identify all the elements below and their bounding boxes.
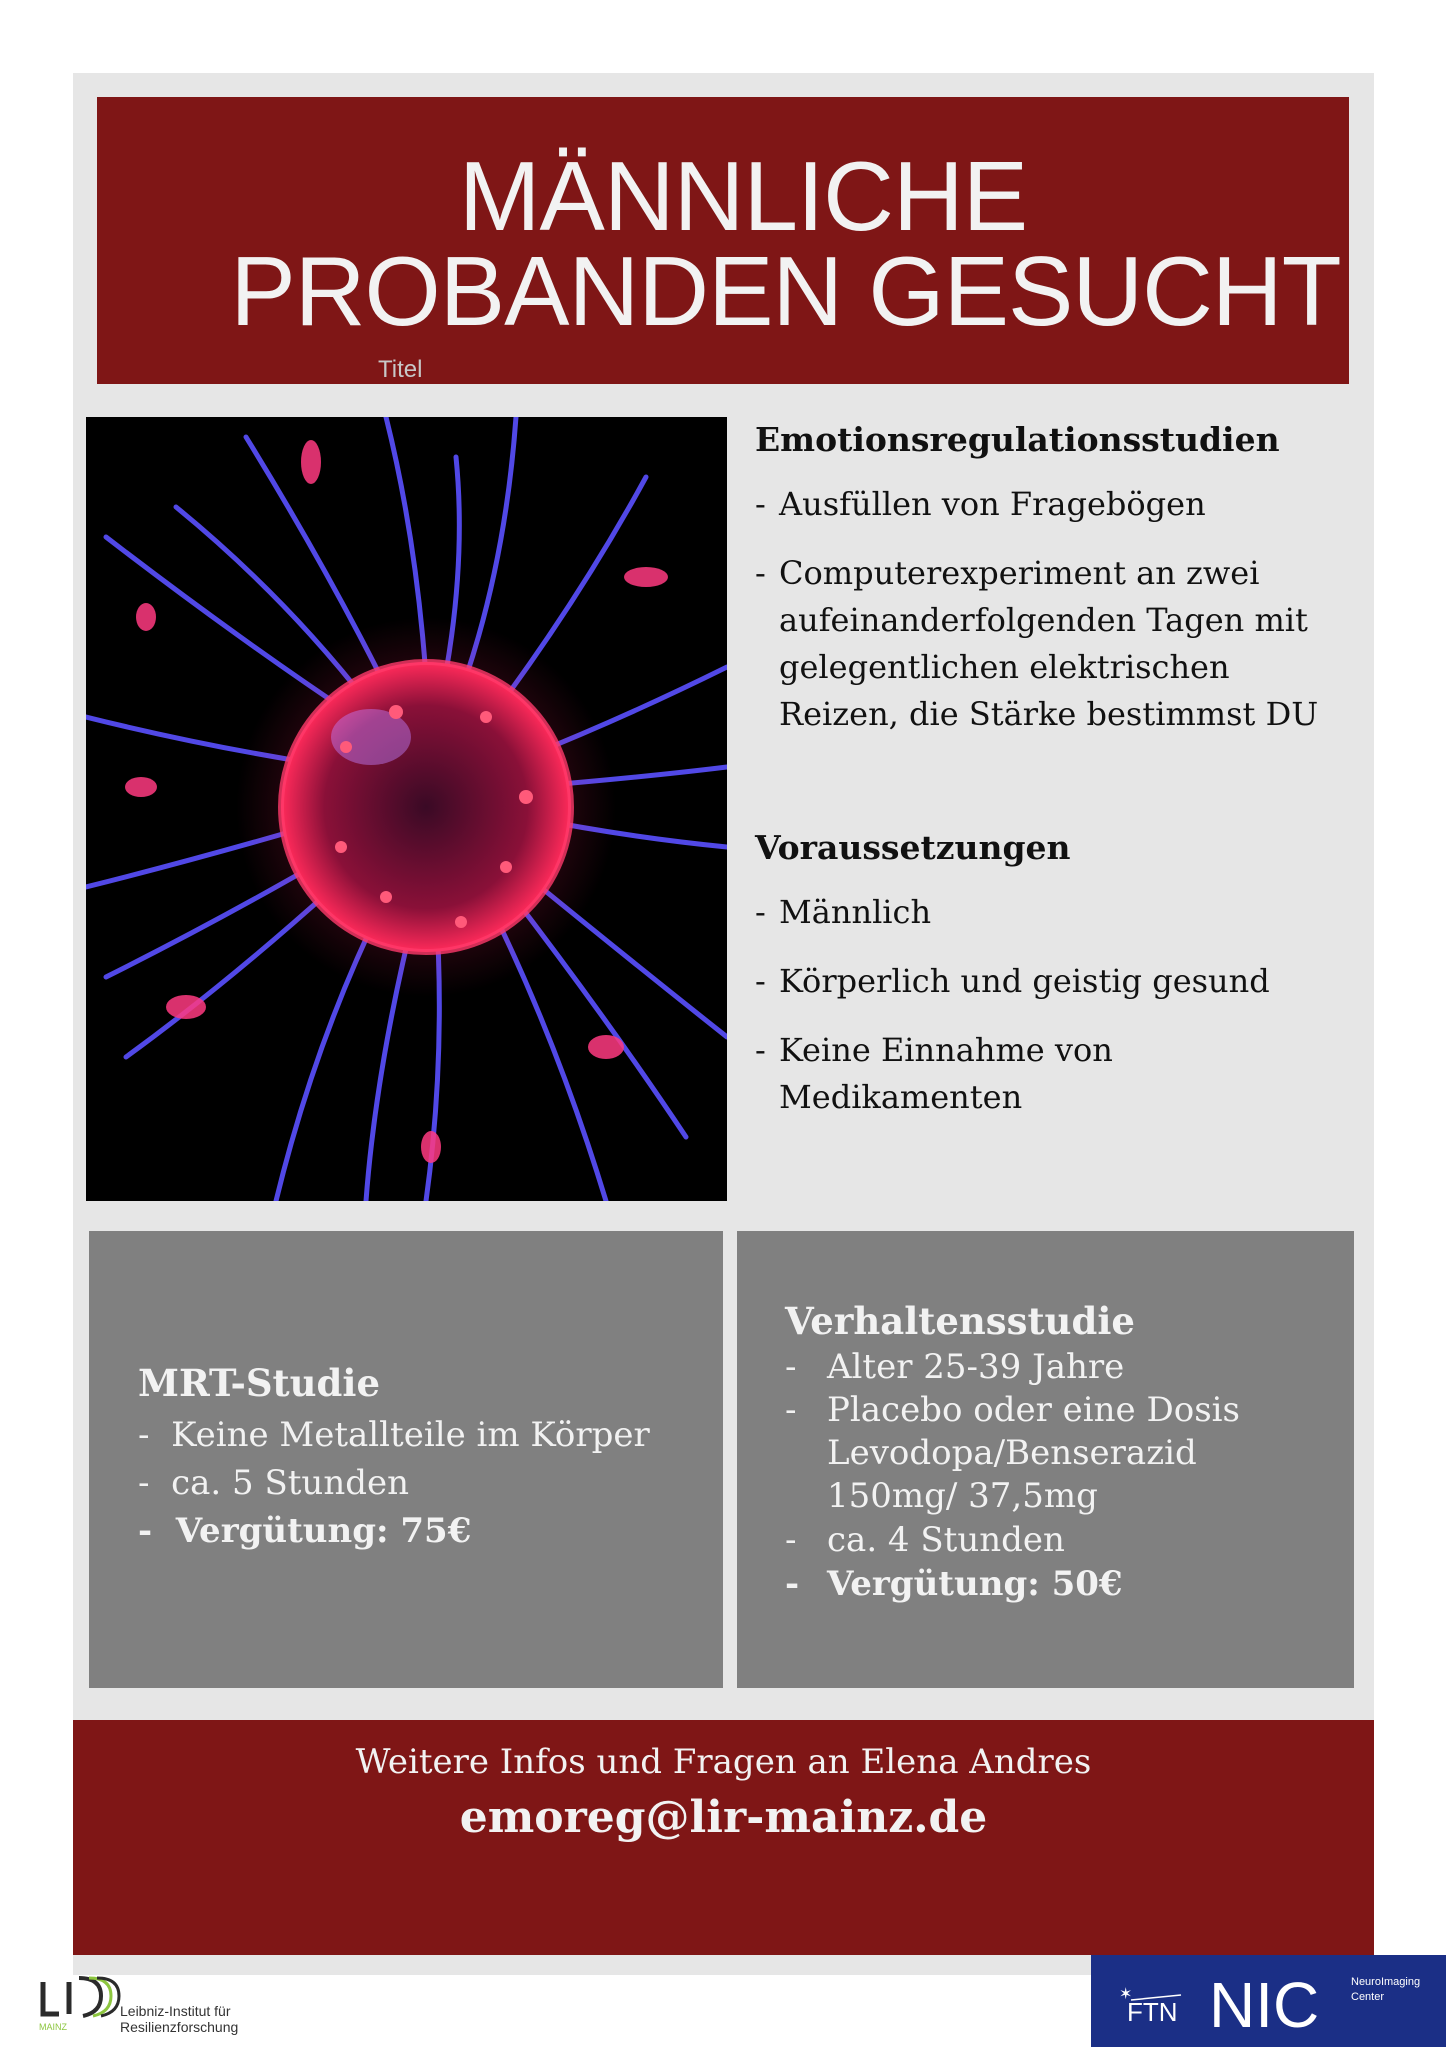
svg-text:NIC: NIC bbox=[1209, 1969, 1320, 2041]
mri-study-heading: MRT-Studie bbox=[138, 1361, 380, 1405]
list-item: - Männlich bbox=[755, 893, 932, 931]
mri-payment: - Vergütung: 75€ bbox=[138, 1511, 472, 1551]
nic-logo bbox=[1091, 1955, 1446, 2047]
svg-text:Center: Center bbox=[1351, 1991, 1385, 2003]
lir-name-line-1: Leibniz-Institut für bbox=[120, 2003, 231, 2019]
list-item: - Placebo oder eine Dosis Levodopa/Benserazid 150mg/ 37,5mg bbox=[785, 1390, 1240, 1516]
list-item: - Körperlich und geistig gesund bbox=[755, 962, 1270, 1000]
study-heading: Emotionsregulationsstudien bbox=[755, 420, 1280, 459]
title-line-2: PROBANDEN GESUCHT bbox=[230, 236, 1341, 346]
requirements-heading: Voraussetzungen bbox=[755, 828, 1071, 867]
list-item: - Ausfüllen von Fragebögen bbox=[755, 485, 1206, 523]
title-line-1: MÄNNLICHE bbox=[458, 141, 1028, 251]
behavior-study-heading: Verhaltensstudie bbox=[785, 1299, 1135, 1343]
contact-banner bbox=[73, 1720, 1374, 1955]
behavior-payment: - Vergütung: 50€ bbox=[785, 1564, 1123, 1604]
study-info-column bbox=[755, 420, 1355, 1121]
svg-text:✶: ✶ bbox=[1119, 1984, 1133, 2003]
contact-email[interactable]: emoreg@lir-mainz.de bbox=[459, 1792, 988, 1843]
contact-line: Weitere Infos und Fragen an Elena Andres bbox=[355, 1742, 1092, 1782]
behavior-study-box bbox=[737, 1231, 1354, 1688]
lir-name-line-2: Resilienzforschung bbox=[120, 2019, 239, 2035]
svg-text:MAINZ: MAINZ bbox=[39, 2022, 67, 2032]
nic-logo-icon bbox=[1091, 1955, 1446, 2047]
list-item: - Computerexperiment an zwei aufeinanderfolgenden Tagen mit gelegentlichen elektrischen Reizen, die Stärke bestimmst DU bbox=[755, 554, 1319, 733]
plasma-ball-image bbox=[86, 417, 727, 1201]
list-item: - ca. 5 Stunden bbox=[138, 1463, 410, 1503]
list-item: - Keine Einnahme von Medikamenten bbox=[755, 1031, 1113, 1116]
list-item: - ca. 4 Stunden bbox=[785, 1520, 1065, 1560]
list-item: - Alter 25-39 Jahre bbox=[785, 1347, 1125, 1387]
mri-study-box bbox=[89, 1231, 723, 1688]
title-placeholder: Titel bbox=[378, 356, 423, 383]
list-item: - Keine Metallteile im Körper bbox=[138, 1415, 650, 1455]
svg-text:NeuroImaging: NeuroImaging bbox=[1351, 1976, 1421, 1988]
svg-text:FTN: FTN bbox=[1127, 1997, 1178, 2027]
title-banner bbox=[97, 97, 1349, 384]
